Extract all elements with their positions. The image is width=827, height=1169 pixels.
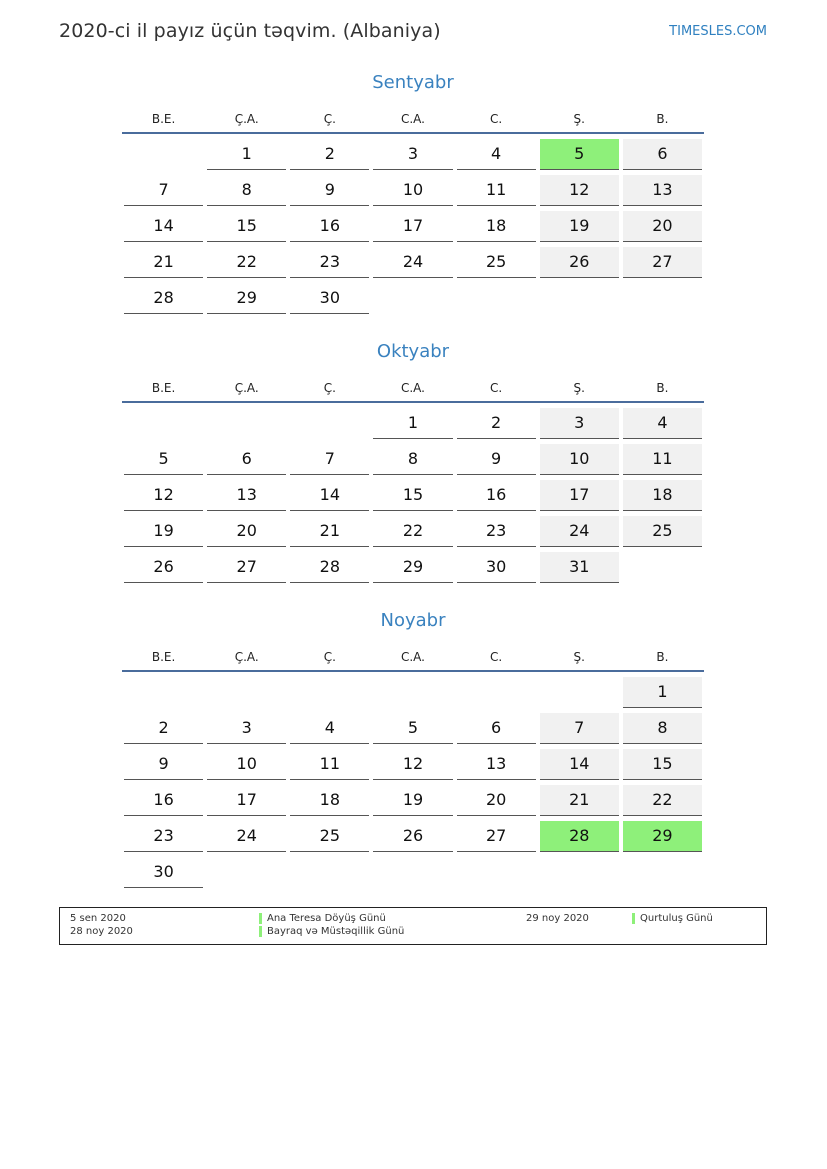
legend-color-marker — [632, 913, 635, 924]
day-cell: 28 — [540, 821, 619, 852]
weekday-label: B.E. — [151, 381, 176, 395]
legend-color-marker — [259, 926, 262, 937]
day-cell: 11 — [290, 749, 369, 780]
day-cell: 18 — [457, 211, 536, 242]
day-cell: 8 — [207, 175, 286, 206]
day-cell: 29 — [623, 821, 702, 852]
weekday-label: Ç. — [323, 381, 336, 395]
empty-day-cell — [290, 677, 369, 707]
day-cell: 28 — [290, 552, 369, 583]
day-cell: 6 — [457, 713, 536, 744]
empty-day-cell — [124, 408, 203, 438]
weekday-label: Ç. — [323, 650, 336, 664]
day-cell: 4 — [623, 408, 702, 439]
weekday-label: Ç.A. — [234, 381, 259, 395]
empty-day-cell — [290, 857, 369, 887]
legend-date: 5 sen 2020 — [70, 913, 126, 924]
day-cell: 30 — [124, 857, 203, 888]
day-cell: 16 — [124, 785, 203, 816]
weekday-label: Ş. — [573, 381, 585, 395]
day-cell: 8 — [373, 444, 452, 475]
weekday-label: C. — [490, 381, 503, 395]
day-cell: 30 — [457, 552, 536, 583]
day-cell: 12 — [124, 480, 203, 511]
day-cell: 25 — [290, 821, 369, 852]
legend-date: 28 noy 2020 — [70, 926, 133, 937]
empty-day-cell — [207, 677, 286, 707]
weekday-label: C.A. — [400, 650, 425, 664]
day-cell: 30 — [290, 283, 369, 314]
empty-day-cell — [540, 857, 619, 887]
day-cell: 15 — [373, 480, 452, 511]
weekday-label: Ç.A. — [234, 650, 259, 664]
day-cell: 29 — [207, 283, 286, 314]
day-cell: 24 — [540, 516, 619, 547]
day-cell: 23 — [457, 516, 536, 547]
day-cell: 3 — [207, 713, 286, 744]
month-name: Oktyabr — [376, 341, 450, 362]
weekday-header — [122, 375, 704, 403]
day-cell: 21 — [124, 247, 203, 278]
day-cell: 6 — [623, 139, 702, 170]
day-cell: 27 — [207, 552, 286, 583]
day-cell: 2 — [290, 139, 369, 170]
day-cell: 20 — [457, 785, 536, 816]
week-row — [122, 857, 704, 893]
weekday-label: B.E. — [151, 112, 176, 126]
day-cell: 20 — [207, 516, 286, 547]
week-row — [122, 211, 704, 247]
page-title: 2020-ci il payız üçün təqvim. (Albaniya) — [59, 20, 441, 42]
day-cell: 10 — [373, 175, 452, 206]
day-cell: 21 — [290, 516, 369, 547]
empty-day-cell — [207, 408, 286, 438]
day-cell: 27 — [457, 821, 536, 852]
day-cell: 5 — [124, 444, 203, 475]
day-cell: 11 — [457, 175, 536, 206]
day-cell: 4 — [290, 713, 369, 744]
empty-day-cell — [457, 857, 536, 887]
day-cell: 18 — [623, 480, 702, 511]
day-cell: 31 — [540, 552, 619, 583]
week-row — [122, 552, 704, 588]
day-cell: 5 — [373, 713, 452, 744]
day-cell: 17 — [207, 785, 286, 816]
day-cell: 1 — [373, 408, 452, 439]
week-row — [122, 444, 704, 480]
empty-day-cell — [373, 857, 452, 887]
empty-day-cell — [373, 283, 452, 313]
day-cell: 24 — [207, 821, 286, 852]
empty-day-cell — [623, 857, 702, 887]
legend-holiday-name: Qurtuluş Günü — [640, 913, 713, 924]
day-cell: 28 — [124, 283, 203, 314]
day-cell: 25 — [623, 516, 702, 547]
site-link[interactable]: TIMESLES.COM — [669, 24, 767, 39]
day-cell: 26 — [540, 247, 619, 278]
month-calendar — [122, 608, 704, 893]
holiday-legend — [59, 907, 767, 945]
day-cell: 20 — [623, 211, 702, 242]
day-cell: 2 — [124, 713, 203, 744]
week-row — [122, 247, 704, 283]
empty-day-cell — [457, 283, 536, 313]
day-cell: 7 — [290, 444, 369, 475]
day-cell: 3 — [373, 139, 452, 170]
empty-day-cell — [124, 139, 203, 169]
week-row — [122, 516, 704, 552]
empty-day-cell — [457, 677, 536, 707]
day-cell: 19 — [540, 211, 619, 242]
weekday-label: B. — [656, 112, 669, 126]
day-cell: 19 — [373, 785, 452, 816]
legend-color-marker — [259, 913, 262, 924]
day-cell: 17 — [540, 480, 619, 511]
day-cell: 11 — [623, 444, 702, 475]
day-cell: 23 — [124, 821, 203, 852]
week-row — [122, 713, 704, 749]
empty-day-cell — [290, 408, 369, 438]
day-cell: 18 — [290, 785, 369, 816]
day-cell: 12 — [540, 175, 619, 206]
day-cell: 10 — [540, 444, 619, 475]
weekday-label: C. — [490, 650, 503, 664]
weekday-label: Ç.A. — [234, 112, 259, 126]
weekday-label: Ç. — [323, 112, 336, 126]
day-cell: 22 — [207, 247, 286, 278]
week-row — [122, 821, 704, 857]
weekday-label: Ş. — [573, 650, 585, 664]
empty-day-cell — [540, 677, 619, 707]
day-cell: 12 — [373, 749, 452, 780]
day-cell: 29 — [373, 552, 452, 583]
day-cell: 25 — [457, 247, 536, 278]
week-row — [122, 139, 704, 175]
day-cell: 13 — [623, 175, 702, 206]
day-cell: 16 — [290, 211, 369, 242]
day-cell: 26 — [373, 821, 452, 852]
day-cell: 14 — [290, 480, 369, 511]
day-cell: 13 — [207, 480, 286, 511]
day-cell: 9 — [124, 749, 203, 780]
week-row — [122, 480, 704, 516]
month-calendar — [122, 70, 704, 319]
day-cell: 4 — [457, 139, 536, 170]
month-calendar — [122, 339, 704, 588]
day-cell: 5 — [540, 139, 619, 170]
day-cell: 21 — [540, 785, 619, 816]
day-cell: 16 — [457, 480, 536, 511]
empty-day-cell — [373, 677, 452, 707]
day-cell: 14 — [124, 211, 203, 242]
day-cell: 7 — [124, 175, 203, 206]
month-name: Sentyabr — [372, 72, 454, 93]
day-cell: 10 — [207, 749, 286, 780]
weekday-header — [122, 106, 704, 134]
empty-day-cell — [540, 283, 619, 313]
legend-holiday-name: Bayraq və Müstəqillik Günü — [267, 926, 405, 937]
day-cell: 15 — [207, 211, 286, 242]
day-cell: 22 — [373, 516, 452, 547]
week-row — [122, 677, 704, 713]
day-cell: 26 — [124, 552, 203, 583]
day-cell: 8 — [623, 713, 702, 744]
weekday-label: B. — [656, 650, 669, 664]
legend-holiday-name: Ana Teresa Döyüş Günü — [267, 913, 386, 924]
week-row — [122, 749, 704, 785]
day-cell: 17 — [373, 211, 452, 242]
day-cell: 2 — [457, 408, 536, 439]
day-cell: 15 — [623, 749, 702, 780]
week-row — [122, 283, 704, 319]
day-cell: 1 — [623, 677, 702, 708]
weekday-header — [122, 644, 704, 672]
weekday-label: B. — [656, 381, 669, 395]
day-cell: 24 — [373, 247, 452, 278]
month-name: Noyabr — [380, 610, 446, 631]
empty-day-cell — [623, 283, 702, 313]
day-cell: 14 — [540, 749, 619, 780]
day-cell: 13 — [457, 749, 536, 780]
empty-day-cell — [207, 857, 286, 887]
day-cell: 1 — [207, 139, 286, 170]
day-cell: 9 — [290, 175, 369, 206]
day-cell: 27 — [623, 247, 702, 278]
day-cell: 22 — [623, 785, 702, 816]
weekday-label: Ş. — [573, 112, 585, 126]
week-row — [122, 785, 704, 821]
week-row — [122, 408, 704, 444]
day-cell: 6 — [207, 444, 286, 475]
weekday-label: C.A. — [400, 381, 425, 395]
weekday-label: B.E. — [151, 650, 176, 664]
day-cell: 7 — [540, 713, 619, 744]
legend-date: 29 noy 2020 — [526, 913, 589, 924]
day-cell: 19 — [124, 516, 203, 547]
week-row — [122, 175, 704, 211]
weekday-label: C.A. — [400, 112, 425, 126]
empty-day-cell — [124, 677, 203, 707]
weekday-label: C. — [490, 112, 503, 126]
day-cell: 9 — [457, 444, 536, 475]
day-cell: 23 — [290, 247, 369, 278]
day-cell: 3 — [540, 408, 619, 439]
empty-day-cell — [623, 552, 702, 582]
